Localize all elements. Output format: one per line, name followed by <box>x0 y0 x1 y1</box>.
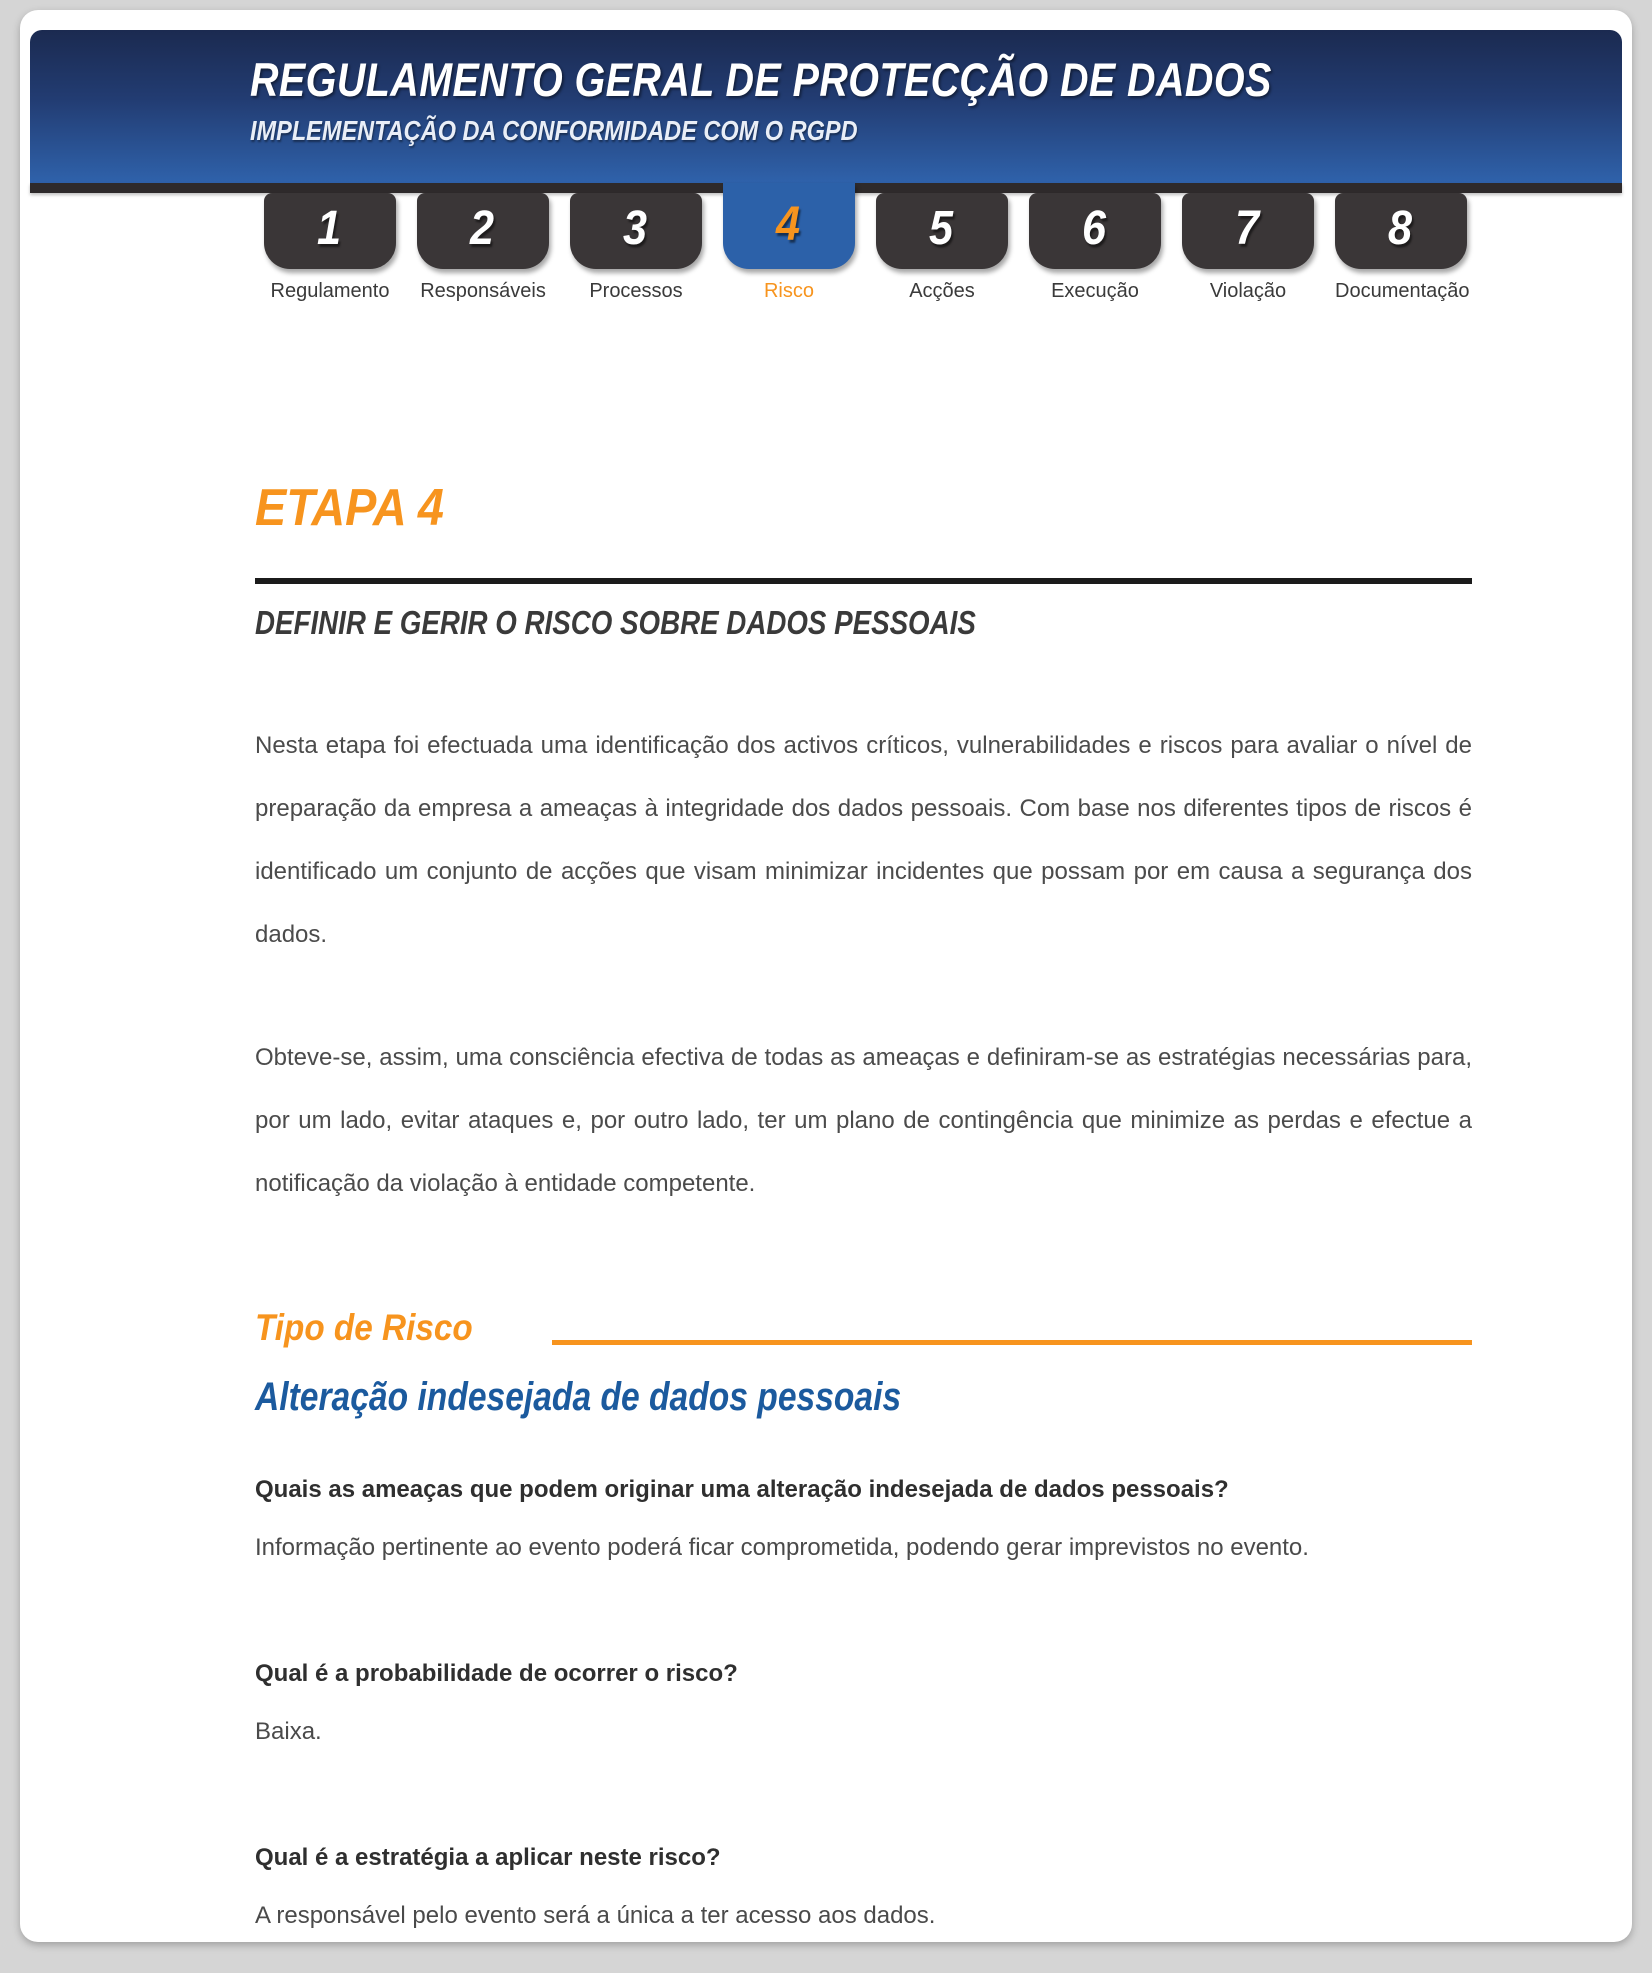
step-tabs <box>264 193 1467 269</box>
step-heading-text: DEFINIR E GERIR O RISCO SOBRE DADOS PESSOAIS <box>255 604 976 641</box>
tab-label-execucao[interactable]: Execução <box>1051 280 1139 302</box>
risk-type-section <box>255 1307 1472 1349</box>
divider-rule <box>255 578 1472 584</box>
step-heading <box>255 604 1472 642</box>
tab-accoes[interactable] <box>876 193 1008 269</box>
tab-label-processos[interactable]: Processos <box>589 280 683 302</box>
tab-number: 3 <box>622 202 647 255</box>
tab-violacao[interactable] <box>1182 193 1314 269</box>
risk-type-underline <box>552 1340 1472 1345</box>
tab-number: 8 <box>1387 202 1412 255</box>
page-subtitle <box>250 115 1466 147</box>
page-subtitle-text: IMPLEMENTAÇÃO DA CONFORMIDADE COM O RGPD <box>250 115 858 146</box>
question: Quais as ameaças que podem originar uma alteração indesejada de dados pessoais? <box>255 1476 1229 1503</box>
page-title <box>250 52 1466 107</box>
tab-documentacao[interactable] <box>1335 193 1467 269</box>
tab-processos[interactable] <box>570 193 702 269</box>
risk-title-text: Alteração indesejada de dados pessoais <box>255 1375 902 1419</box>
tab-execucao[interactable] <box>1029 193 1161 269</box>
intro-paragraph-2: Obteve-se, assim, uma consciência efectiva de todas as ameaças e definiram-se as estratégias necessárias para, por um lado, evitar ataques e, por outro lado, ter um plano de contingência que minimize as perdas e efectue a notificação da violação à entidade competente. <box>255 1044 1472 1197</box>
answer: Informação pertinente ao evento poderá ficar comprometida, podendo gerar imprevistos no evento. <box>255 1534 1309 1561</box>
tab-label-regulamento[interactable]: Regulamento <box>270 280 390 302</box>
header-banner <box>30 30 1622 183</box>
header-text-block <box>250 52 1466 147</box>
qa-block-threats <box>255 1476 1472 1562</box>
tab-label-violacao[interactable]: Violação <box>1209 280 1287 302</box>
tab-number: 5 <box>928 202 953 255</box>
tab-label-documentacao[interactable]: Documentação <box>1335 280 1470 302</box>
tab-label-responsaveis[interactable]: Responsáveis <box>420 280 546 302</box>
step-title <box>255 478 1472 538</box>
intro-paragraph-1: Nesta etapa foi efectuada uma identificação dos activos críticos, vulnerabilidades e riscos para avaliar o nível de preparação da empresa a ameaças à integridade dos dados pessoais. Com base nos diferentes tipos de riscos é identificado um conjunto de acções que visam minimizar incidentes que possam por em causa a segurança dos dados. <box>255 732 1472 948</box>
step-tab-labels <box>264 280 1470 303</box>
tab-number: 4 <box>775 198 800 251</box>
tab-number: 6 <box>1081 202 1106 255</box>
step-title-text: ETAPA 4 <box>255 479 444 537</box>
qa-block-strategy <box>255 1844 1472 1930</box>
answer: Baixa. <box>255 1718 322 1745</box>
page-card <box>20 10 1632 1942</box>
risk-title <box>255 1375 1472 1420</box>
tab-regulamento[interactable] <box>264 193 396 269</box>
page-title-text: REGULAMENTO GERAL DE PROTECÇÃO DE DADOS <box>250 53 1272 106</box>
question: Qual é a estratégia a aplicar neste risco? <box>255 1844 721 1871</box>
tab-label-risco-active[interactable]: Risco <box>763 280 814 302</box>
tab-responsaveis[interactable] <box>417 193 549 269</box>
tab-number: 2 <box>469 202 494 255</box>
qa-block-probability <box>255 1660 1472 1746</box>
tab-number: 1 <box>316 202 341 255</box>
tab-risco-active[interactable] <box>723 183 855 269</box>
risk-type-label-text: Tipo de Risco <box>255 1307 473 1348</box>
tab-label-accoes[interactable]: Acções <box>909 280 975 302</box>
tab-number: 7 <box>1234 202 1259 255</box>
main-content <box>255 478 1472 1930</box>
answer: A responsável pelo evento será a única a ter acesso aos dados. <box>255 1902 936 1929</box>
risk-type-label <box>255 1307 497 1349</box>
question: Qual é a probabilidade de ocorrer o risco? <box>255 1660 738 1687</box>
